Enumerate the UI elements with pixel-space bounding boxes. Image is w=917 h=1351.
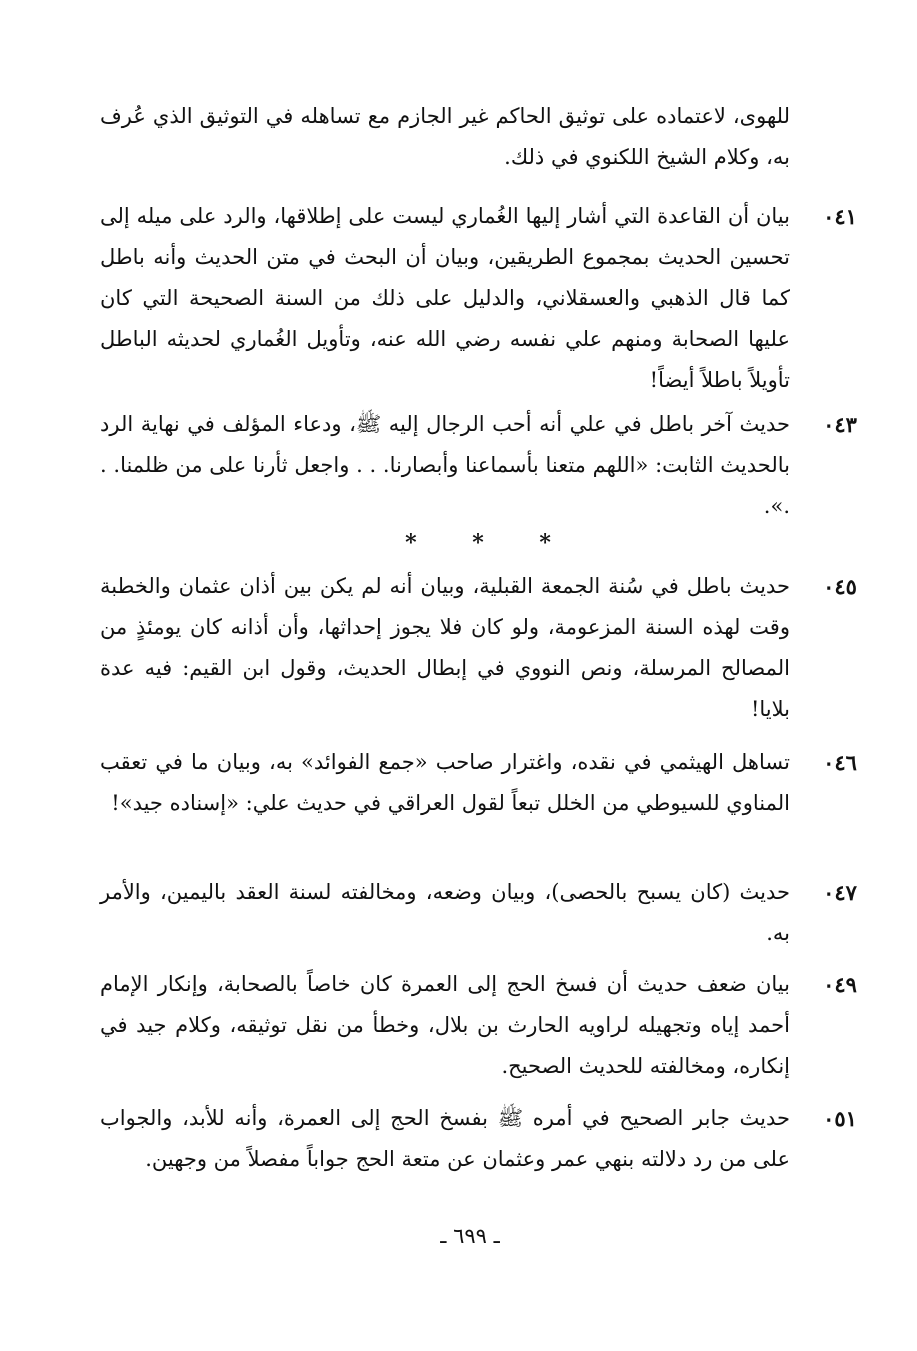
entry-text: بيان أن القاعدة التي أشار إليها الغُماري ليست على إطلاقها، والرد على ميله إلى تحسين الحديث بمجموع الطريقين، وبيان أن البحث في متن الحديث وأنه باطل كما قال الذهبي والعسقلاني، والدليل على ذلك من السنة الصحيحة التي كان عليها الصحابة ومنهم علي نفسه رضي الله عنه، وتأويل الغُماري لحديثه الباطل تأويلاً باطلاً أيضاً! bbox=[100, 204, 790, 392]
entry-text: تساهل الهيثمي في نقده، واغترار صاحب «جمع الفوائد» به، وبيان ما في تعقب المناوي للسيوطي من الخلل تبعاً لقول العراقي في حديث علي: «إسناده جيد»! bbox=[100, 750, 790, 815]
entry-text: حديث آخر باطل في علي أنه أحب الرجال إليه ﷺ، ودعاء المؤلف في نهاية الرد بالحديث الثابت: «اللهم متعنا بأسماعنا وأبصارنا. . . واجعل ثأرنا على من ظلمنا. . .». bbox=[100, 412, 790, 518]
entry-text: حديث باطل في سُنة الجمعة القبلية، وبيان أنه لم يكن بين أذان عثمان والخطبة وقت لهذه السنة المزعومة، ولو كان فلا يجوز إحداثها، وأن أذانه كان يومئذٍ من المصالح المرسلة، ونص النووي في إبطال الحديث، وقول ابن القيم: فيه عدة بلايا! bbox=[100, 574, 790, 721]
entry-number: ٠٤٧ bbox=[823, 880, 857, 905]
entry-number: ٠٤٦ bbox=[823, 750, 857, 775]
entry-number: ٠٤١ bbox=[823, 204, 857, 229]
entry-text: حديث (كان يسبح بالحصى)، وبيان وضعه، ومخالفته لسنة العقد باليمين، والأمر به. bbox=[100, 880, 790, 945]
entry-number: ٠٤٣ bbox=[823, 412, 857, 437]
entry-number: ٠٤٥ bbox=[823, 574, 857, 599]
entry-text: حديث جابر الصحيح في أمره ﷺ بفسخ الحج إلى العمرة، وأنه للأبد، والجواب على من رد دلالته بنهي عمر وعثمان عن متعة الحج جواباً مفصلاً من وجهين. bbox=[100, 1106, 790, 1171]
entry-number: ٠٤٩ bbox=[823, 972, 857, 997]
page-number: ـ ٦٩٩ ـ bbox=[440, 1224, 500, 1248]
entry-number: ٠٥١ bbox=[823, 1106, 857, 1131]
intro-paragraph: للهوى، لاعتماده على توثيق الحاكم غير الجازم مع تساهله في التوثيق الذي عُرف به، وكلام الشيخ اللكنوي في ذلك. bbox=[100, 104, 790, 169]
section-separator: * * * bbox=[405, 530, 575, 556]
entry-text: بيان ضعف حديث أن فسخ الحج إلى العمرة كان خاصاً بالصحابة، وإنكار الإمام أحمد إياه وتجهيله لراويه الحارث بن بلال، وخطأ من نقل توثيقه، وكلام جيد في إنكاره، ومخالفته للحديث الصحيح. bbox=[100, 972, 791, 1078]
